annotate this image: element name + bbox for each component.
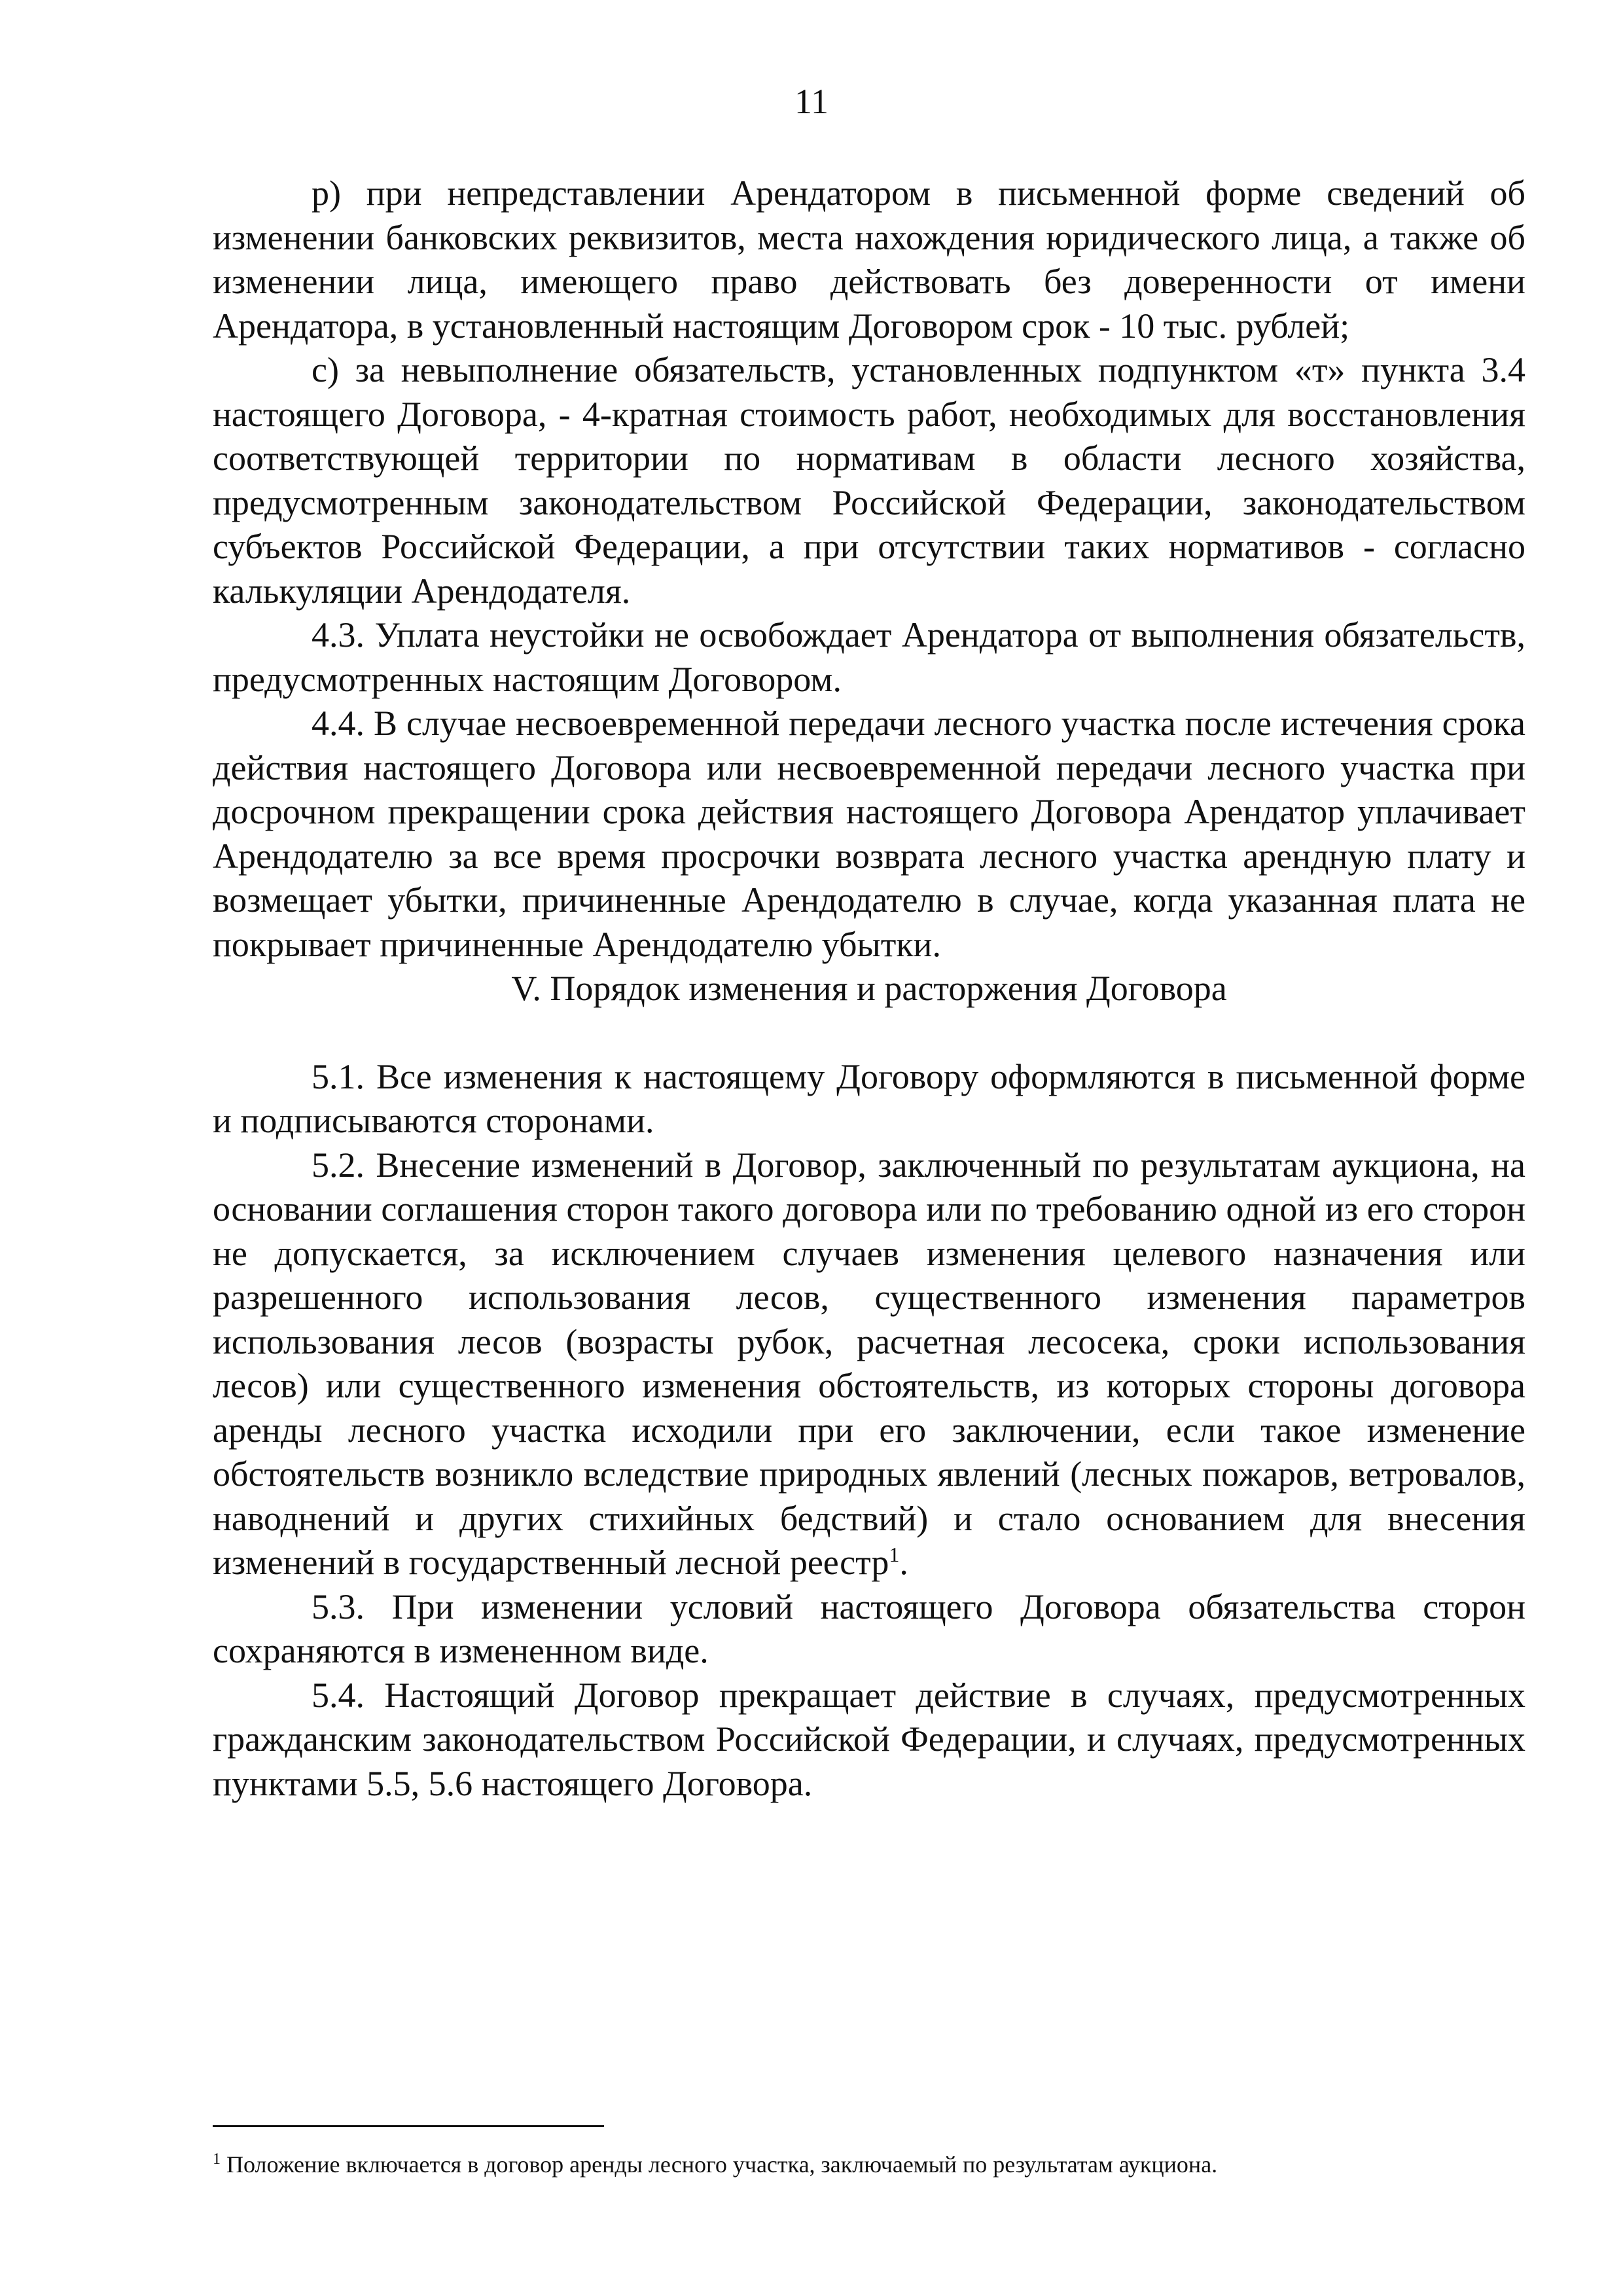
- footnote-separator: [213, 2125, 604, 2127]
- section-v-heading: V. Порядок изменения и расторжения Договора: [511, 969, 1227, 1008]
- paragraph-5-3: 5.3. При изменении условий настоящего Договора обязательства сторон сохраняются в измененном виде.: [213, 1587, 1525, 1670]
- paragraph-4-3: 4.3. Уплата неустойки не освобождает Арендатора от выполнения обязательств, предусмотренных настоящим Договором.: [213, 615, 1525, 699]
- paragraph-4-4: 4.4. В случае несвоевременной передачи лесного участка после истечения срока действия настоящего Договора или несвоевременной передачи лесного участка при досрочном прекращении срока действия настоящего Договора Арендатор уплачивает Арендодателю за все время просрочки возврата лесного участка арендную плату и возмещает убытки, причиненные Арендодателю в случае, когда указанная плата не покрывает причиненные Арендодателю убытки.: [213, 704, 1525, 964]
- paragraph-5-2-text: 5.2. Внесение изменений в Договор, заключенный по результатам аукциона, на основании соглашения сторон такого договора или по требованию одной из его сторон не допускается, за исключением случаев изменения целевого назначения или разрешенного использования лесов, существенного изменения параметров использования лесов (возрасты рубок, расчетная лесосека, сроки использования лесов) или существенного изменения обстоятельств, из которых стороны договора аренды лесного участка исходили при его заключении, если такое изменение обстоятельств возникло вследствие природных явлений (лесных пожаров, ветровалов, наводнений и других стихийных бедствий) и стало основанием для внесения изменений в государственный лесной реестр: [213, 1145, 1525, 1582]
- paragraph-5-2-end: .: [899, 1543, 908, 1582]
- footnote: [213, 2151, 1525, 2179]
- footnote-text: Положение включается в договор аренды лесного участка, заключаемый по результатам аукциона.: [221, 2151, 1218, 2178]
- paragraph-5-2: [213, 1143, 1525, 1585]
- paragraph-r: р) при непредставлении Арендатором в письменной форме сведений об изменении банковских реквизитов, места нахождения юридического лица, а также об изменении лица, имеющего право действовать без доверенности от имени Арендатора, в установленный настоящим Договором срок - 10 тыс. рублей;: [213, 173, 1525, 346]
- paragraph-5-1: 5.1. Все изменения к настоящему Договору оформляются в письменной форме и подписываются сторонами.: [213, 1056, 1525, 1140]
- page-number: 11: [794, 82, 829, 121]
- paragraph-s: с) за невыполнение обязательств, установленных подпунктом «т» пункта 3.4 настоящего Договора, - 4-кратная стоимость работ, необходимых для восстановления соответствующей территории по нормативам в области лесного хозяйства, предусмотренным законодательством Российской Федерации, законодательством субъектов Российской Федерации, а при отсутствии таких нормативов - согласно калькуляции Арендодателя.: [213, 350, 1525, 611]
- document-body: [213, 171, 1525, 1806]
- footnote-reference: 1: [889, 1543, 900, 1566]
- footnote-marker: 1: [213, 2151, 221, 2168]
- paragraph-5-4: 5.4. Настоящий Договор прекращает действие в случаях, предусмотренных гражданским законодательством Российской Федерации, и случаях, предусмотренных пунктами 5.5, 5.6 настоящего Договора.: [213, 1675, 1525, 1803]
